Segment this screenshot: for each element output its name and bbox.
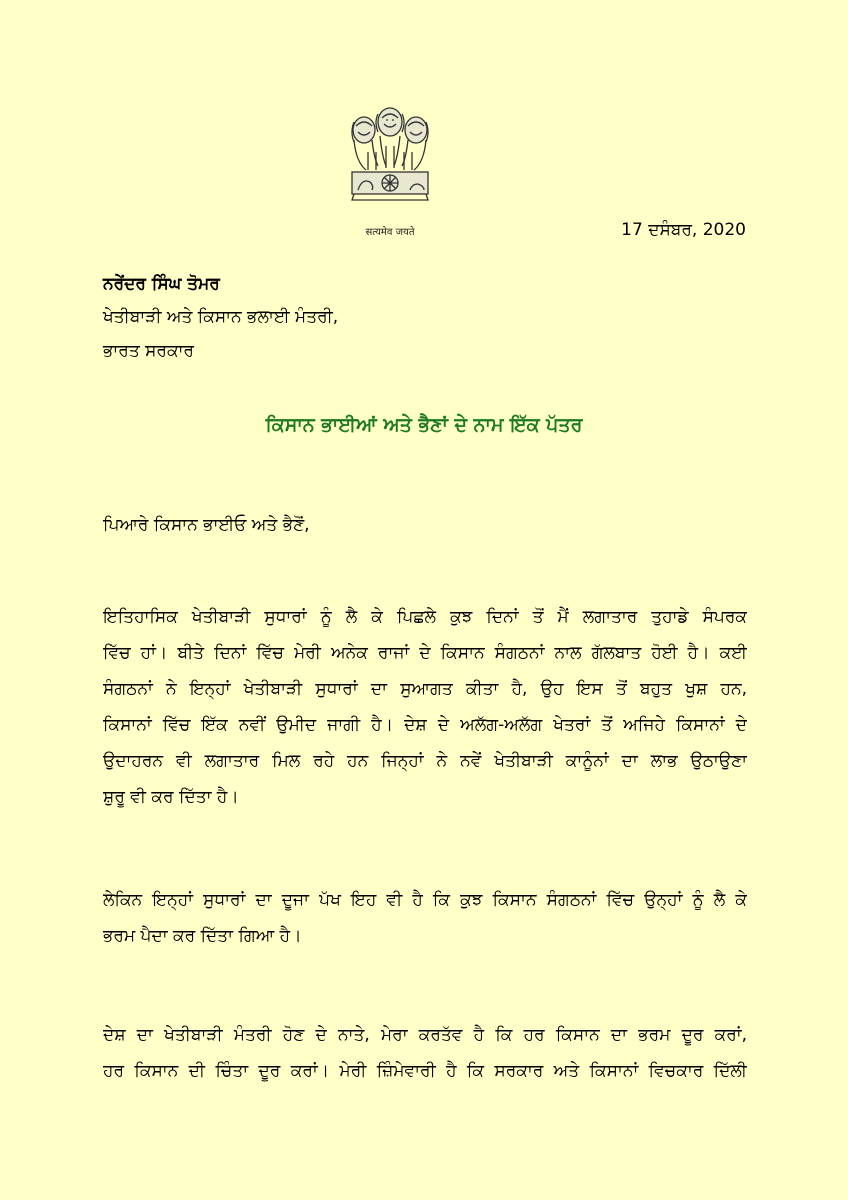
- sender-organization: ਭਾਰਤ ਸਰਕਾਰ: [103, 341, 194, 361]
- paragraph-3: [103, 1017, 747, 1089]
- paragraph-line: ਹਰ ਕਿਸਾਨ ਦੀ ਚਿੰਤਾ ਦੂਰ ਕਰਾਂ। ਮੇਰੀ ਜ਼ਿੰਮੇਵਾਰੀ ਹੈ ਕਿ ਸਰਕਾਰ ਅਤੇ ਕਿਸਾਨਾਂ ਵਿਚਕਾਰ ਦਿੱਲੀ: [103, 1061, 747, 1081]
- paragraph-1: [103, 599, 747, 815]
- paragraph-line: ਲੇਕਿਨ ਇਨ੍ਹਾਂ ਸੁਧਾਰਾਂ ਦਾ ਦੂਜਾ ਪੱਖ ਇਹ ਵੀ ਹੈ ਕਿ ਕੁਝ ਕਿਸਾਨ ਸੰਗਠਨਾਂ ਵਿੱਚ ਉਨ੍ਹਾਂ ਨੂੰ ਲੈ ਕੇ: [103, 890, 747, 910]
- emblem-motto: सत्यमेव जयते: [365, 227, 415, 238]
- sender-designation: ਖੇਤੀਬਾੜੀ ਅਤੇ ਕਿਸਾਨ ਭਲਾਈ ਮੰਤਰੀ,: [103, 307, 339, 327]
- letter-title: ਕਿਸਾਨ ਭਾਈਆਂ ਅਤੇ ਭੈਣਾਂ ਦੇ ਨਾਮ ਇੱਕ ਪੱਤਰ: [265, 414, 583, 436]
- paragraph-line: ਵਿੱਚ ਹਾਂ। ਬੀਤੇ ਦਿਨਾਂ ਵਿੱਚ ਮੇਰੀ ਅਨੇਕ ਰਾਜਾਂ ਦੇ ਕਿਸਾਨ ਸੰਗਠਨਾਂ ਨਾਲ ਗੱਲਬਾਤ ਹੋਈ ਹੈ। ਕਈ: [103, 643, 747, 663]
- paragraph-2: [103, 882, 747, 954]
- paragraph-line: ਸੰਗਠਨਾਂ ਨੇ ਇਨ੍ਹਾਂ ਖੇਤੀਬਾੜੀ ਸੁਧਾਰਾਂ ਦਾ ਸੁਆਗਤ ਕੀਤਾ ਹੈ, ਉਹ ਇਸ ਤੋਂ ਬਹੁਤ ਖੁਸ਼ ਹਨ,: [103, 679, 747, 699]
- paragraph-line: ਸ਼ੁਰੂ ਵੀ ਕਰ ਦਿੱਤਾ ਹੈ।: [103, 787, 239, 807]
- letter-date: 17 ਦਸੰਬਰ, 2020: [621, 220, 746, 240]
- paragraph-line: ਇਤਿਹਾਸਿਕ ਖੇਤੀਬਾੜੀ ਸੁਧਾਰਾਂ ਨੂੰ ਲੈ ਕੇ ਪਿਛਲੇ ਕੁਝ ਦਿਨਾਂ ਤੋਂ ਮੈਂ ਲਗਾਤਾਰ ਤੁਹਾਡੇ ਸੰਪਰਕ: [103, 607, 747, 627]
- national-emblem-icon: [342, 100, 438, 222]
- paragraph-line: ਭਰਮ ਪੈਦਾ ਕਰ ਦਿੱਤਾ ਗਿਆ ਹੈ।: [103, 926, 302, 946]
- paragraph-line: ਕਿਸਾਨਾਂ ਵਿੱਚ ਇੱਕ ਨਵੀਂ ਉਮੀਦ ਜਾਗੀ ਹੈ। ਦੇਸ਼ ਦੇ ਅਲੱਗ-ਅਲੱਗ ਖੇਤਰਾਂ ਤੋਂ ਅਜਿਹੇ ਕਿਸਾਨਾਂ ਦੇ: [103, 715, 747, 735]
- paragraph-line: ਉਦਾਹਰਨ ਵੀ ਲਗਾਤਾਰ ਮਿਲ ਰਹੇ ਹਨ ਜਿਨ੍ਹਾਂ ਨੇ ਨਵੇਂ ਖੇਤੀਬਾੜੀ ਕਾਨੂੰਨਾਂ ਦਾ ਲਾਭ ਉਠਾਉਣਾ: [103, 751, 747, 771]
- salutation: ਪਿਆਰੇ ਕਿਸਾਨ ਭਾਈਓ ਅਤੇ ਭੈਣੋਂ,: [103, 515, 310, 535]
- sender-name: ਨਰੇਂਦਰ ਸਿੰਘ ਤੋਮਰ: [103, 274, 220, 294]
- paragraph-line: ਦੇਸ਼ ਦਾ ਖੇਤੀਬਾੜੀ ਮੰਤਰੀ ਹੋਣ ਦੇ ਨਾਤੇ, ਮੇਰਾ ਕਰਤੱਵ ਹੈ ਕਿ ਹਰ ਕਿਸਾਨ ਦਾ ਭਰਮ ਦੂਰ ਕਰਾਂ,: [103, 1025, 747, 1045]
